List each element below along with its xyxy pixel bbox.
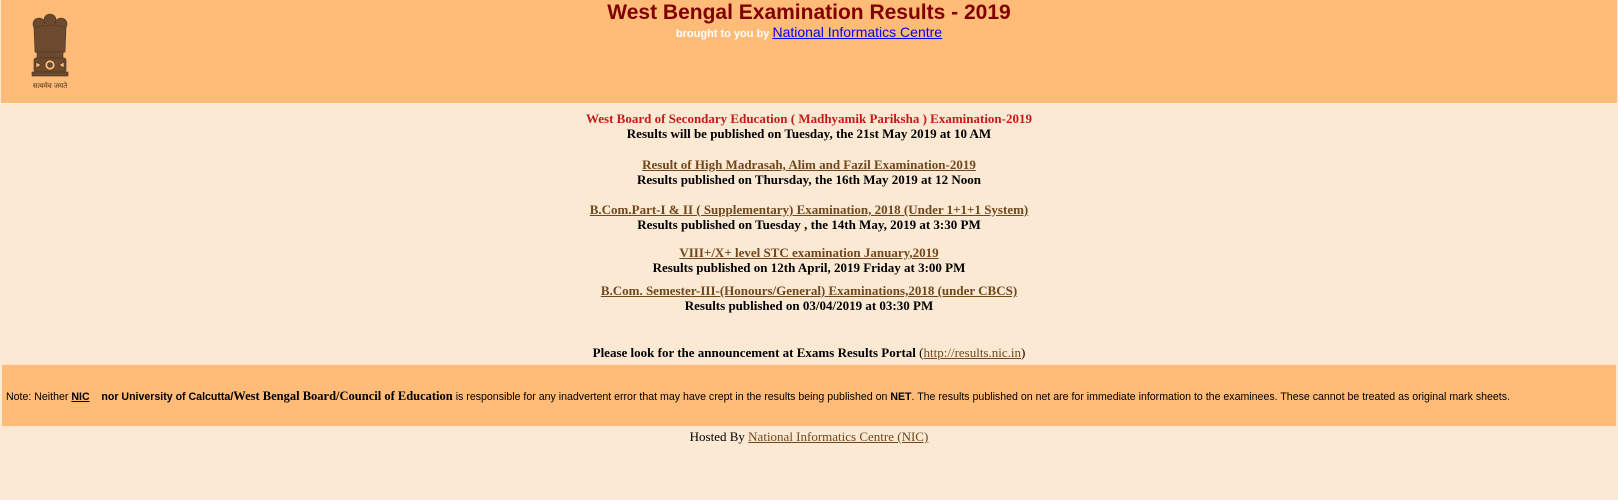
announcement-madrasah [0, 157, 1618, 187]
announcement-bcom-supplementary [0, 202, 1618, 232]
page-header [1, 0, 1617, 104]
portal-text: Please look for the announcement at Exams Results Portal [592, 345, 916, 360]
disclaimer-note [2, 364, 1616, 426]
brought-by-text: brought to you by [675, 28, 770, 40]
announcement-bcom-semester [0, 283, 1618, 313]
disclaimer-text [6, 389, 1510, 404]
note-prefix: Note: Neither [6, 391, 69, 403]
announcement-title: West Board of Secondary Education ( Madhyamik Pariksha ) Examination-2019 [585, 111, 1032, 126]
nic-header-link[interactable]: National Informatics Centre [772, 24, 943, 40]
hosted-by-text: Hosted By [689, 429, 745, 444]
portal-close-paren: ) [1021, 345, 1026, 360]
stc-exam-link[interactable]: VIII+/X+ level STC examination January,2019 [679, 245, 939, 260]
note-university: nor University of Calcutta/ [101, 391, 234, 403]
announcement-detail: Results will be published on Tuesday, the 21st May 2019 at 10 AM [626, 126, 992, 141]
note-net: NET [890, 391, 912, 403]
emblem-caption: सत्यमेव जयते [32, 82, 68, 90]
announcement-madhyamik [0, 111, 1618, 141]
page-title: West Bengal Examination Results - 2019 [607, 1, 1011, 24]
nic-footer-link[interactable]: National Informatics Centre (NIC) [748, 429, 929, 444]
bcom-semester-link[interactable]: B.Com. Semester-III-(Honours/General) Examinations,2018 (under CBCS) [600, 283, 1018, 298]
announcement-detail: Results published on Tuesday , the 14th May, 2019 at 3:30 PM [637, 217, 981, 232]
results-portal-link[interactable]: http://results.nic.in [923, 345, 1022, 360]
bcom-supplementary-link[interactable]: B.Com.Part-I & II ( Supplementary) Examination, 2018 (Under 1+1+1 System) [589, 202, 1029, 217]
note-suffix: . The results published on net are for immediate information to the examinees. These cannot be treated as original mark sheets. [911, 391, 1510, 403]
note-nic: NIC [71, 391, 90, 403]
portal-open-paren: ( [919, 345, 924, 360]
announcement-detail: Results published on 03/04/2019 at 03:30 PM [684, 298, 934, 313]
note-board: West Bengal Board/Council of Education [233, 389, 453, 403]
hosted-by-footer [0, 429, 1618, 445]
announcement-detail: Results published on 12th April, 2019 Friday at 3:00 PM [652, 260, 966, 275]
madrasah-result-link[interactable]: Result of High Madrasah, Alim and Fazil Examination-2019 [642, 157, 976, 172]
portal-announcement [0, 345, 1618, 361]
announcement-stc [0, 245, 1618, 275]
note-middle: is responsible for any inadvertent error that may have crept in the results being published on [455, 391, 888, 403]
header-subtitle [1, 24, 1617, 42]
announcement-detail: Results published on Thursday, the 16th May 2019 at 12 Noon [637, 172, 981, 187]
